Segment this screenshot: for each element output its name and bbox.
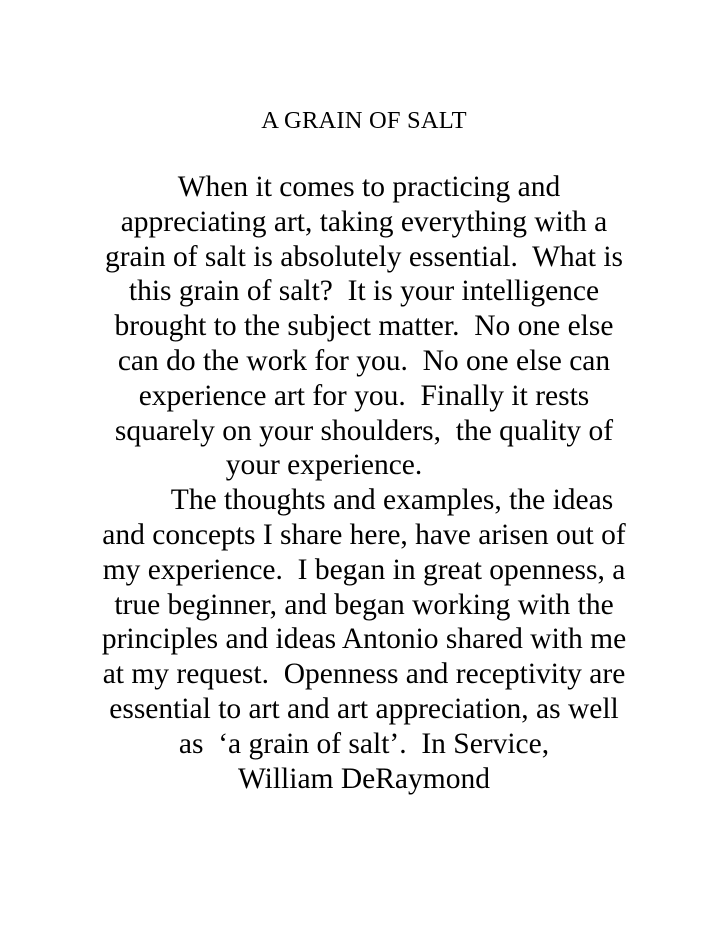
body-line: The thoughts and examples, the ideas xyxy=(170,484,614,517)
body-line: your experience. xyxy=(225,449,423,482)
body-line: principles and ideas Antonio shared with me xyxy=(101,623,627,656)
body-line: essential to art and art appreciation, as well xyxy=(109,692,619,725)
body-line: as ‘a grain of salt’. In Service, xyxy=(178,727,550,760)
document-title: A GRAIN OF SALT xyxy=(261,107,467,134)
body-line: and concepts I share here, have arisen out of xyxy=(102,518,626,551)
body-line: When it comes to practicing and xyxy=(177,171,561,203)
document-body xyxy=(0,170,728,796)
body-line: squarely on your shoulders, the quality of xyxy=(114,414,614,447)
body-line: at my request. Openness and receptivity are xyxy=(102,658,626,691)
body-line: my experience. I began in great openness, a xyxy=(102,553,626,586)
signature-line: William DeRaymond xyxy=(238,762,490,795)
body-line: can do the work for you. No one else can xyxy=(117,344,611,377)
body-line: grain of salt is absolutely essential. What is xyxy=(104,240,624,273)
body-line: brought to the subject matter. No one else xyxy=(114,310,614,343)
body-line: true beginner, and began working with the xyxy=(114,588,614,621)
body-line: experience art for you. Finally it rests xyxy=(138,379,590,412)
body-line: appreciating art, taking everything with a xyxy=(120,205,608,238)
body-line: this grain of salt? It is your intelligence xyxy=(128,275,600,308)
